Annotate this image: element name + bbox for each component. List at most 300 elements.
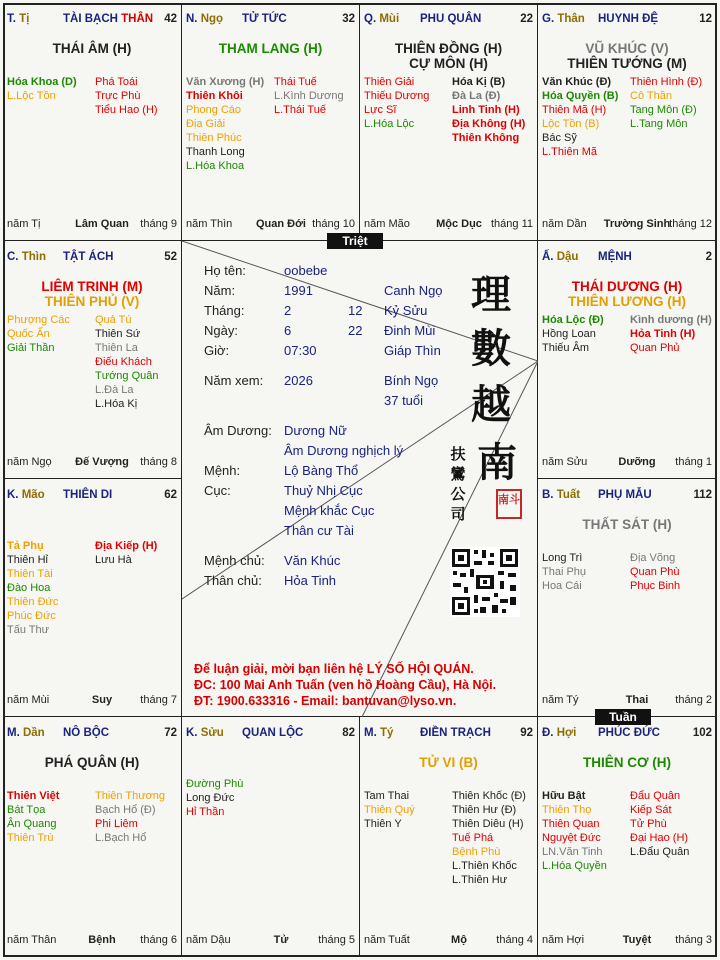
palace-month: tháng 10	[312, 218, 355, 230]
palace-month: tháng 11	[490, 218, 533, 230]
palace-stage: Dưỡng	[618, 456, 656, 468]
major-star: THÁI ÂM (H)	[52, 41, 132, 56]
minor-stars-left	[186, 777, 243, 819]
calligraphy-char-2: 數	[471, 325, 511, 372]
palace-number: 12	[699, 13, 712, 25]
palace-dau[interactable]	[538, 241, 717, 479]
minor-star: Phá Toái	[95, 76, 138, 88]
palace-month: tháng 8	[140, 456, 177, 468]
minor-star: Phục Binh	[630, 580, 681, 592]
minor-star: L.Thiên Hư	[452, 874, 508, 886]
palace-mui[interactable]	[360, 3, 538, 241]
minor-star: L.Kình Dương	[274, 90, 344, 102]
palace-chi: Thìn	[21, 251, 46, 263]
minor-star: Thiên Khốc (Đ)	[452, 790, 526, 802]
palace-header	[542, 251, 712, 265]
thang-value: 2	[284, 303, 292, 318]
palace-number: 52	[164, 251, 177, 263]
major-star: LIÊM TRINH (M)	[41, 279, 143, 294]
ho-ten-value: oobebe	[284, 263, 328, 278]
minor-star: Thiên Trù	[7, 832, 54, 844]
minor-stars-right	[630, 551, 680, 593]
minor-star: Thiên Sứ	[95, 328, 141, 340]
minor-star: Quan Phủ	[630, 342, 680, 354]
palace-year: năm Tý	[542, 694, 579, 706]
palace-name: THIÊN DI	[63, 489, 113, 501]
minor-star: Kiếp Sát	[630, 804, 672, 816]
minor-star: Hóa Lộc (Đ)	[542, 314, 604, 326]
ngay-value: 6	[284, 323, 292, 338]
palace-can: M.	[364, 727, 377, 739]
major-star: THẤT SÁT (H)	[582, 517, 672, 532]
nam-xem-value: 2026	[284, 373, 313, 388]
palace-footer	[7, 456, 177, 470]
minor-star: Văn Xương (H)	[186, 76, 265, 88]
minor-stars-left	[542, 75, 618, 159]
minor-stars-left	[7, 313, 70, 355]
minor-star: Thiên Khôi	[186, 90, 243, 102]
minor-star: Tướng Quân	[95, 370, 159, 382]
palace-can: N.	[186, 13, 198, 25]
calligraphy-char-3: 越	[471, 381, 511, 428]
palace-footer	[364, 934, 533, 948]
thang-label: Tháng:	[204, 303, 245, 318]
minor-star: Thiên Diêu (H)	[452, 818, 524, 830]
palace-stage: Trường Sinh	[603, 218, 671, 230]
palace-can: M.	[7, 727, 20, 739]
minor-star: Thiên Mã (H)	[542, 104, 607, 116]
minor-star: Điếu Khách	[95, 356, 152, 368]
side-calligraphy-4: 司	[450, 505, 466, 523]
minor-star: Phúc Đức	[7, 610, 56, 622]
palace-stage: Tử	[273, 934, 289, 946]
minor-stars-right	[452, 789, 526, 887]
minor-star: L.Hóa Kị	[95, 398, 138, 410]
minor-star: L.Tang Môn	[630, 118, 688, 130]
minor-star: Bát Tọa	[7, 804, 46, 816]
minor-star: Văn Khúc (Đ)	[542, 76, 612, 88]
cuc-label: Cục:	[204, 483, 231, 498]
palace-name: TẬT ÁCH	[63, 251, 114, 263]
minor-star: L.Hóa Quyền	[542, 860, 607, 872]
major-stars	[538, 755, 716, 770]
palace-month: tháng 6	[140, 934, 177, 946]
palace-header	[364, 727, 533, 741]
palace-header	[542, 489, 712, 503]
am-duong-value: Dương Nữ	[284, 423, 347, 438]
palace-header	[7, 489, 177, 503]
palace-ti[interactable]	[3, 3, 182, 241]
calligraphy-char-4: 南	[477, 439, 517, 486]
major-stars	[3, 279, 181, 309]
palace-suu[interactable]	[182, 717, 360, 957]
palace-can: B.	[542, 489, 554, 501]
am-duong-note: Âm Dương nghịch lý	[284, 443, 404, 458]
major-star: THIÊN PHỦ (V)	[44, 294, 140, 309]
palace-header	[7, 727, 177, 741]
minor-star: Địa Kiếp (H)	[95, 540, 158, 552]
palace-year: năm Sửu	[542, 456, 588, 468]
palace-stage: Quan Đới	[256, 218, 306, 230]
major-stars	[360, 755, 537, 770]
minor-stars-right	[95, 75, 158, 117]
palace-ty[interactable]	[360, 717, 538, 957]
palace-thin[interactable]	[3, 241, 182, 479]
minor-star: Giải Thần	[7, 342, 55, 354]
minor-star: L.Hóa Khoa	[186, 160, 245, 172]
minor-star: Quốc Ấn	[7, 328, 50, 340]
palace-year: năm Dần	[542, 218, 587, 230]
gio-value: 07:30	[284, 343, 317, 358]
palace-can: T.	[7, 13, 16, 25]
minor-star: Tam Thai	[364, 790, 410, 802]
contact-line-1: Để luận giải, mời bạn liên hệ LÝ SỐ HỘI QUÁN.	[194, 662, 474, 676]
minor-star: Lưu Hà	[95, 554, 132, 566]
palace-header	[7, 13, 177, 27]
minor-stars-right	[630, 313, 712, 355]
palace-header	[7, 251, 177, 265]
minor-star: Thái Tuế	[274, 76, 317, 88]
palace-name: ĐIỀN TRẠCH	[420, 727, 491, 739]
palace-month: tháng 12	[669, 218, 712, 230]
minor-stars-left	[7, 789, 59, 845]
minor-star: Trực Phù	[95, 90, 141, 102]
palace-month: tháng 7	[140, 694, 177, 706]
center-info-panel	[182, 241, 538, 717]
menh-value: Lộ Bàng Thổ	[284, 463, 359, 478]
minor-star: Linh Tinh (H)	[452, 104, 520, 116]
palace-chi: Mão	[21, 489, 45, 501]
palace-chi: Hợi	[556, 727, 577, 739]
palace-month: tháng 9	[140, 218, 177, 230]
palace-stage: Đế Vượng	[75, 456, 129, 468]
minor-star: Lộc Tồn (B)	[542, 118, 600, 130]
minor-stars-right	[274, 75, 344, 117]
minor-star: Tả Phụ	[7, 540, 44, 552]
minor-star: Thiên Hỉ	[7, 554, 48, 566]
palace-name: PHU QUÂN	[420, 13, 482, 25]
minor-star: Hỉ Thần	[186, 806, 225, 818]
than-chu-value: Hỏa Tinh	[284, 573, 337, 588]
palace-number: 92	[520, 727, 533, 739]
palace-year: năm Dậu	[186, 934, 231, 946]
palace-name: QUAN LỘC	[242, 727, 304, 739]
minor-star: Thiên Đức	[7, 596, 59, 608]
menh-label: Mệnh:	[204, 463, 241, 478]
minor-star: Địa Võng	[630, 552, 676, 564]
minor-star: Thiên Quý	[364, 804, 415, 816]
major-stars	[360, 41, 537, 71]
minor-star: Thiên Phúc	[186, 132, 242, 144]
major-star: THIÊN TƯỚNG (M)	[567, 56, 687, 71]
minor-stars-left	[364, 75, 429, 131]
palace-year: năm Thìn	[186, 218, 233, 230]
palace-footer	[542, 456, 712, 470]
palace-header	[542, 727, 712, 741]
palace-can: Ấ.	[542, 251, 554, 263]
palace-number: 42	[164, 13, 177, 25]
minor-star: Quan Phù	[630, 566, 680, 578]
palace-name: PHỤ MẪU	[598, 489, 652, 501]
palace-footer	[542, 934, 712, 948]
palace-can: Q.	[364, 13, 377, 25]
calligraphy-char-1: 理	[471, 271, 511, 318]
qr-code[interactable]	[450, 547, 520, 617]
minor-star: Địa Không (H)	[452, 118, 526, 130]
palace-ngo[interactable]	[182, 3, 360, 241]
palace-mao[interactable]	[3, 479, 182, 717]
minor-star: Phi Liêm	[95, 818, 138, 830]
tuan-tag: Tuần	[595, 709, 651, 725]
palace-tuat[interactable]	[538, 479, 717, 717]
palace-month: tháng 5	[318, 934, 355, 946]
palace-number: 112	[693, 489, 712, 501]
palace-than[interactable]	[538, 3, 717, 241]
palace-name: PHÚC ĐỨC	[598, 727, 660, 739]
minor-star: Long Đức	[186, 792, 235, 804]
major-star: CỰ MÔN (H)	[409, 56, 488, 71]
minor-stars-right	[630, 75, 702, 131]
thang-am: 12	[348, 303, 363, 318]
cuc-relation: Mệnh khắc Cục	[284, 503, 375, 518]
minor-star: Thiếu Âm	[542, 342, 590, 354]
nam-value: 1991	[284, 283, 313, 298]
ho-ten-label: Họ tên:	[204, 263, 246, 278]
ngay-label: Ngày:	[204, 323, 238, 338]
minor-star: LN.Văn Tinh	[542, 846, 603, 858]
minor-stars-left	[542, 789, 607, 873]
minor-star: Thiên Việt	[7, 790, 60, 802]
palace-number: 102	[692, 727, 712, 739]
minor-star: Hữu Bật	[542, 790, 586, 802]
minor-star: Thiên Y	[364, 818, 402, 830]
major-stars	[538, 41, 716, 71]
palace-header	[186, 13, 355, 27]
palace-footer	[186, 934, 355, 948]
palace-stage: Mộc Dục	[436, 218, 482, 230]
palace-can: C.	[7, 251, 19, 263]
minor-stars-right	[95, 789, 165, 845]
than-marker: THÂN	[121, 13, 154, 25]
minor-stars-right	[95, 313, 159, 411]
palace-month: tháng 1	[675, 456, 712, 468]
minor-star: L.Đà La	[95, 384, 134, 396]
palace-chi: Dần	[22, 727, 45, 739]
minor-stars-left	[186, 75, 264, 173]
contact-phone-email[interactable]: ĐT: 1900.633316 - Email: bantuvan@lyso.vn.	[194, 694, 457, 708]
palace-name: NÔ BỘC	[63, 727, 109, 739]
palace-footer	[186, 218, 355, 232]
minor-star: Tuế Phá	[452, 832, 494, 844]
menh-chu-label: Mệnh chủ:	[204, 553, 265, 568]
minor-star: L.Thái Tuế	[274, 104, 326, 116]
minor-star: Đào Hoa	[7, 582, 51, 594]
minor-star: L.Thiên Mã	[542, 146, 598, 158]
palace-number: 82	[342, 727, 355, 739]
minor-star: Hóa Quyền (B)	[542, 90, 619, 102]
minor-star: Đường Phù	[186, 778, 244, 790]
side-calligraphy-3: 公	[450, 485, 466, 503]
minor-star: Thiên La	[95, 342, 138, 354]
minor-star: Nguyệt Đức	[542, 832, 601, 844]
minor-star: L.Lộc Tồn	[7, 90, 56, 102]
minor-star: Thiên Thọ	[542, 804, 592, 816]
minor-star: Hỏa Tinh (H)	[630, 328, 696, 340]
minor-star: Thiếu Dương	[364, 90, 430, 102]
contact-address: ĐC: 100 Mai Anh Tuấn (ven hồ Hoàng Cầu), Hà Nội.	[194, 678, 497, 692]
palace-name: HUYNH ĐỆ	[598, 13, 659, 25]
palace-chi: Ngọ	[200, 13, 224, 25]
major-star: THIÊN LƯƠNG (H)	[568, 294, 686, 309]
palace-stage: Tuyệt	[622, 934, 652, 946]
minor-star: Hóa Kị (B)	[452, 76, 506, 88]
palace-chi: Dậu	[556, 251, 579, 263]
nam-can-chi: Canh Ngọ	[384, 283, 443, 298]
palace-stage: Lâm Quan	[75, 218, 129, 230]
minor-star: Thiên Hình (Đ)	[630, 76, 703, 88]
minor-star: Thiên Hư (Đ)	[452, 804, 517, 816]
palace-name: TỬ TỨC	[242, 13, 287, 25]
triet-tag: Triệt	[327, 233, 383, 249]
than-chu-label: Thân chủ:	[204, 573, 262, 588]
palace-header	[364, 13, 533, 27]
palace-year: năm Mùi	[7, 694, 50, 706]
minor-star: Thanh Long	[186, 146, 245, 158]
minor-star: Thiên Không	[452, 132, 520, 144]
palace-can: Đ.	[542, 727, 554, 739]
than-cu: Thân cư Tài	[284, 523, 354, 538]
gio-can-chi: Giáp Thìn	[384, 343, 441, 358]
minor-stars-left	[7, 539, 58, 637]
palace-month: tháng 2	[675, 694, 712, 706]
palace-number: 22	[520, 13, 533, 25]
minor-star: Ân Quang	[7, 818, 57, 830]
gio-label: Giờ:	[204, 343, 230, 358]
minor-star: Hóa Khoa (D)	[7, 76, 77, 88]
palace-stage: Bệnh	[88, 934, 116, 946]
major-stars	[3, 755, 181, 770]
major-star: THIÊN ĐỒNG (H)	[394, 41, 503, 56]
palace-year: năm Hợi	[542, 934, 585, 946]
minor-star: Đẩu Quân	[630, 790, 681, 802]
major-star: PHÁ QUÂN (H)	[44, 755, 140, 770]
major-star: VŨ KHÚC (V)	[585, 41, 669, 56]
minor-star: Kình dương (H)	[630, 314, 712, 326]
palace-name: MỆNH	[598, 251, 632, 263]
minor-star: L.Bạch Hổ	[95, 832, 147, 844]
major-star: THIÊN CƠ (H)	[582, 755, 671, 770]
minor-star: Cô Thần	[630, 90, 672, 102]
palace-footer	[364, 218, 533, 232]
palace-hoi[interactable]	[538, 717, 717, 957]
minor-star: Lực Sĩ	[364, 104, 397, 116]
palace-can: G.	[542, 13, 555, 25]
minor-stars-left	[542, 313, 604, 355]
minor-star: Bệnh Phù	[452, 846, 501, 858]
side-calligraphy-1: 扶	[450, 445, 466, 463]
major-star: THAM LANG (H)	[218, 41, 323, 56]
minor-star: Địa Giải	[186, 118, 226, 130]
menh-chu-value: Văn Khúc	[284, 553, 341, 568]
palace-chi: Tuất	[556, 489, 581, 501]
minor-star: Thiên Quan	[542, 818, 600, 830]
palace-header	[186, 727, 355, 741]
major-stars	[182, 41, 359, 56]
minor-star: L.Đẩu Quân	[630, 846, 690, 858]
palace-chi: Tị	[19, 13, 30, 25]
minor-star: Tấu Thư	[7, 624, 50, 636]
ngay-am: 22	[348, 323, 363, 338]
minor-star: Thiên Thương	[95, 790, 166, 802]
palace-footer	[7, 694, 177, 708]
nam-xem-label: Năm xem:	[204, 373, 264, 388]
am-duong-label: Âm Dương:	[204, 423, 272, 438]
cuc-value: Thuỷ Nhị Cục	[284, 483, 363, 498]
palace-stage: Mộ	[451, 934, 467, 946]
minor-stars-right	[452, 75, 525, 145]
palace-year: năm Mão	[364, 218, 410, 230]
minor-stars-left	[7, 75, 77, 103]
palace-month: tháng 3	[675, 934, 712, 946]
minor-star: Đại Hao (H)	[630, 832, 689, 844]
minor-stars-left	[542, 551, 586, 593]
thang-can-chi: Kỷ Sửu	[384, 303, 428, 318]
minor-star: L.Hóa Lộc	[364, 118, 415, 130]
minor-stars-right	[95, 539, 157, 567]
minor-stars-right	[630, 789, 689, 859]
palace-stage: Suy	[91, 694, 113, 706]
minor-stars-left	[364, 789, 415, 831]
minor-star: Phượng Các	[7, 314, 70, 326]
palace-can: K.	[186, 727, 198, 739]
palace-footer	[7, 218, 177, 232]
minor-star: Bác Sỹ	[542, 132, 577, 144]
minor-star: Đà La (Đ)	[452, 90, 501, 102]
major-stars	[538, 279, 716, 309]
palace-footer	[7, 934, 177, 948]
minor-star: Thiên Giải	[364, 76, 415, 88]
palace-can: K.	[7, 489, 19, 501]
minor-star: Hồng Loan	[542, 328, 596, 340]
palace-year: năm Thân	[7, 934, 57, 946]
nam-xem-can-chi: Bính Ngọ	[384, 373, 439, 388]
palace-chi: Mùi	[379, 13, 400, 25]
palace-dan[interactable]	[3, 717, 182, 957]
palace-stage: Thai	[625, 694, 649, 706]
minor-star: Tang Môn (Đ)	[630, 104, 697, 116]
major-stars	[3, 41, 181, 56]
palace-year: năm Tị	[7, 218, 41, 230]
minor-star: Long Trì	[542, 552, 583, 564]
minor-star: L.Thiên Khốc	[452, 860, 517, 872]
minor-star: Tử Phù	[630, 818, 667, 830]
palace-footer	[542, 694, 712, 708]
minor-star: Hoa Cái	[542, 580, 582, 592]
minor-star: Thiên Tài	[7, 568, 53, 580]
minor-star: Bạch Hổ (Đ)	[95, 804, 156, 816]
palace-chi: Thân	[557, 13, 585, 25]
nam-label: Năm:	[204, 283, 236, 298]
palace-month: tháng 4	[496, 934, 533, 946]
minor-star: Thai Phụ	[542, 566, 587, 578]
major-star: TỬ VI (B)	[419, 755, 478, 770]
red-seal-stamp: 南斗	[496, 489, 522, 519]
palace-year: năm Ngọ	[7, 456, 52, 468]
minor-star: Quả Tú	[95, 314, 132, 326]
palace-number: 72	[164, 727, 177, 739]
palace-number: 62	[164, 489, 177, 501]
tuoi-value: 37 tuổi	[384, 393, 424, 408]
